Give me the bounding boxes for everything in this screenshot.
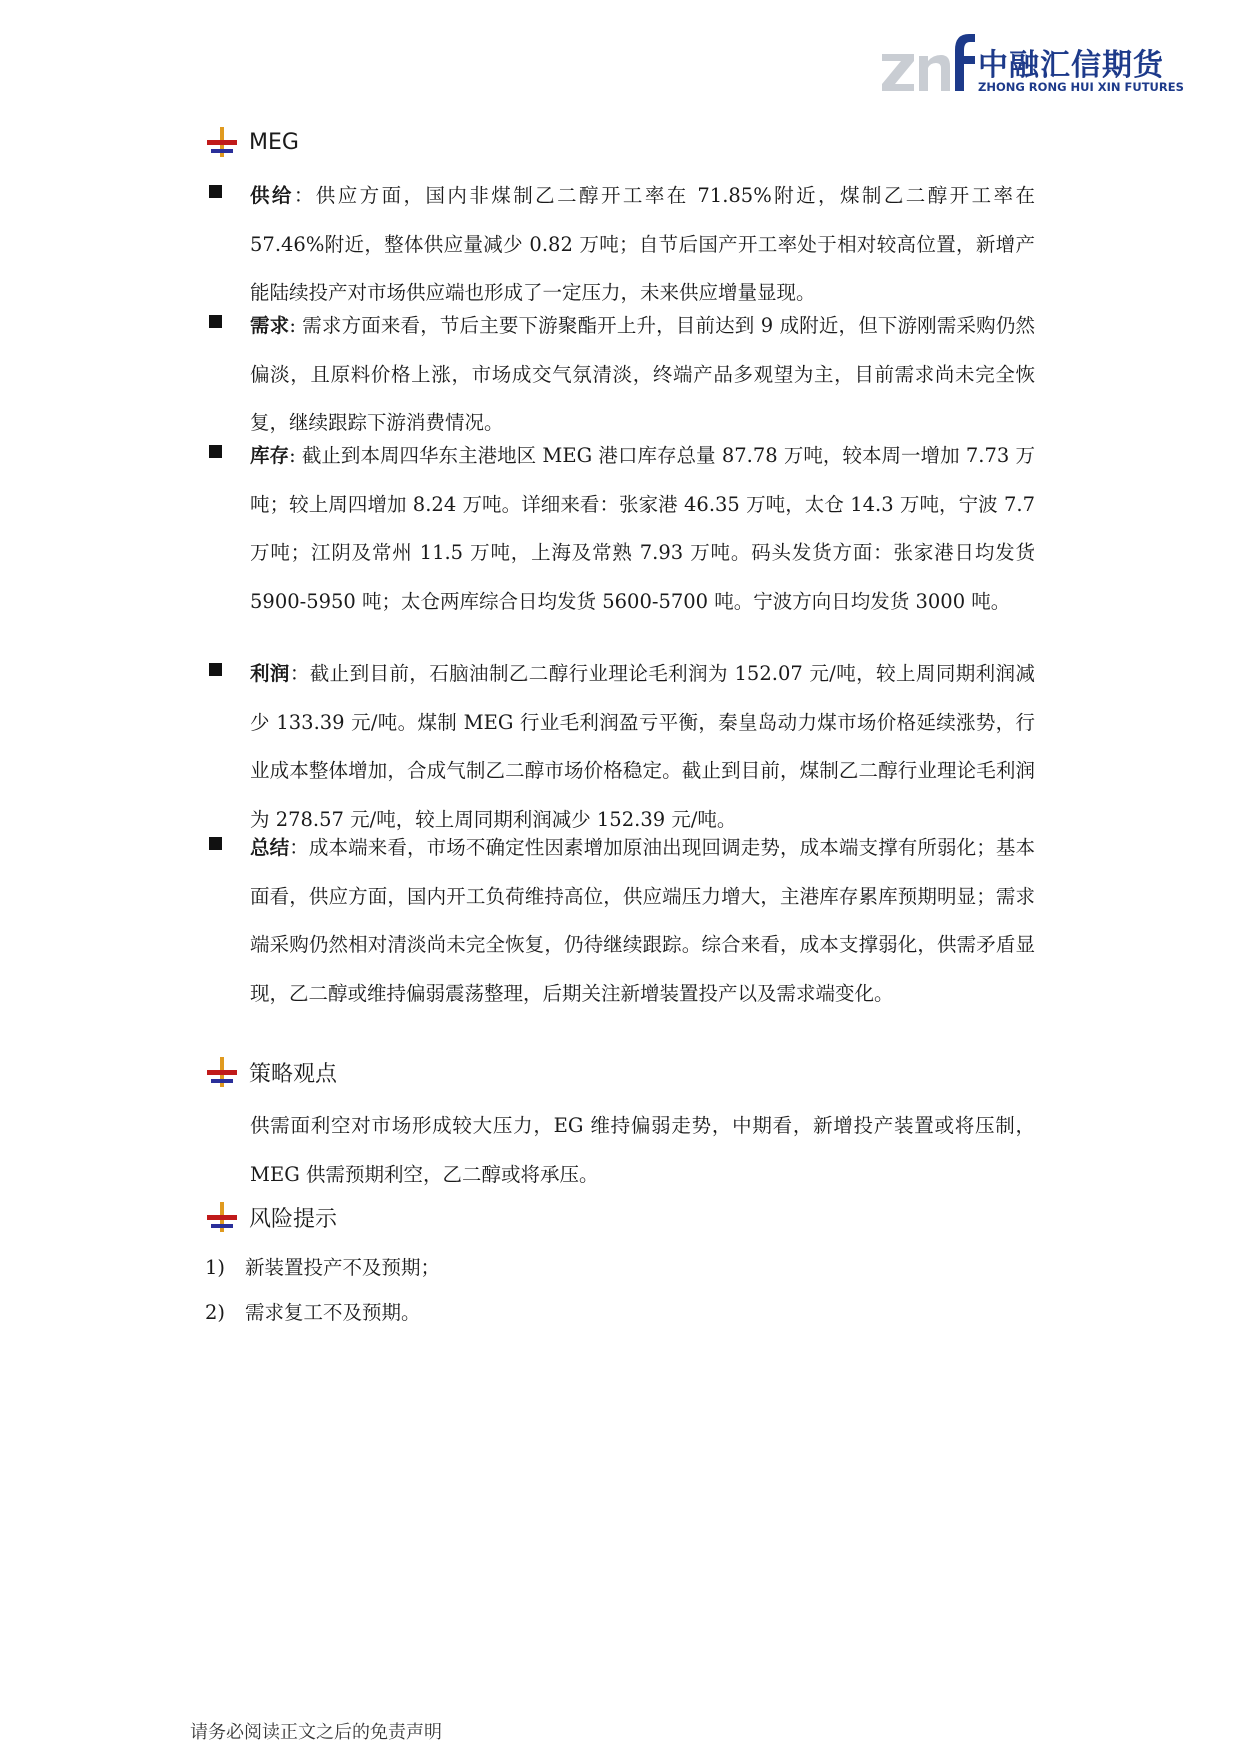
bullet-supply <box>205 172 1035 318</box>
bullet-text: ：截止到目前，石脑油制乙二醇行业理论毛利润为 152.07 元/吨，较上周同期利润减少 133.39 元/吨。煤制 MEG 行业毛利润盈亏平衡，秦皇岛动力煤市场价格延续涨势，行业成本整体增加，合成气制乙二醇市场价格稳定。截止到目前，煤制乙二醇行业理论毛利润为 278.57 元/吨，较上周同期利润减少 152.39 元/吨。 <box>250 662 1035 831</box>
bullet-square-icon <box>209 185 222 198</box>
risk-number: 1) <box>205 1256 226 1279</box>
bullet-paragraph <box>250 432 1035 626</box>
bullet-label: 利润 <box>250 662 290 685</box>
bullet-paragraph <box>250 650 1035 844</box>
disclaimer-footer: 请务必阅读正文之后的免责声明 <box>190 1722 442 1743</box>
risk-item <box>205 1252 440 1280</box>
bullet-inventory <box>205 432 1035 626</box>
section-marker-icon <box>205 125 239 159</box>
bullet-paragraph <box>250 824 1035 1018</box>
bullet-square-icon <box>209 315 222 328</box>
znf-logo-icon <box>880 28 976 96</box>
bullet-paragraph <box>250 172 1035 318</box>
bullet-label: 需求 <box>250 314 290 337</box>
bullet-square-icon <box>209 663 222 676</box>
risk-number: 2) <box>205 1301 226 1324</box>
bullet-text: ：供应方面，国内非煤制乙二醇开工率在 71.85%附近，煤制乙二醇开工率在 57.46%附近，整体供应量减少 0.82 万吨；自节后国产开工率处于相对较高位置，新增产能陆续投产对市场供应端也形成了一定压力，未来供应增量显现。 <box>250 184 1035 304</box>
company-logo <box>880 28 1184 96</box>
section-marker-icon <box>205 1200 239 1234</box>
bullet-text: ：成本端来看，市场不确定性因素增加原油出现回调走势，成本端支撑有所弱化；基本面看，供应方面，国内开工负荷维持高位，供应端压力增大，主港库存累库预期明显；需求端采购仍然相对清淡尚未完全恢复，仍待继续跟踪。综合来看，成本支撑弱化，供需矛盾显现，乙二醇或维持偏弱震荡整理，后期关注新增装置投产以及需求端变化。 <box>250 836 1035 1005</box>
bullet-text: : 截止到本周四华东主港地区 MEG 港口库存总量 87.78 万吨，较本周一增加 7.73 万吨；较上周四增加 8.24 万吨。详细来看：张家港 46.35 万吨，太仓 14.3 万吨，宁波 7.7 万吨；江阴及常州 11.5 万吨，上海及常熟 7.93 万吨。码头发货方面：张家港日均发货 5900-5950 吨；太仓两库综合日均发货 5600-5700 吨。宁波方向日均发货 3000 吨。 <box>250 444 1035 613</box>
section-heading-strategy <box>205 1052 337 1092</box>
logo-chinese-name: 中融汇信期货 <box>978 48 1164 83</box>
bullet-summary <box>205 824 1035 1018</box>
bullet-label: 供给 <box>250 184 294 207</box>
bullet-label: 总结 <box>250 836 290 859</box>
strategy-paragraph: 供需面利空对市场形成较大压力，EG 维持偏弱走势，中期看，新增投产装置或将压制，MEG 供需预期利空，乙二醇或将承压。 <box>250 1114 1035 1186</box>
bullet-profit <box>205 650 1035 844</box>
bullet-square-icon <box>209 837 222 850</box>
section-heading-meg <box>205 122 299 162</box>
section-title: 风险提示 <box>249 1206 338 1232</box>
bullet-paragraph <box>250 302 1035 448</box>
logo-english-name: ZHONG RONG HUI XIN FUTURES <box>978 80 1184 94</box>
risk-text: 需求复工不及预期。 <box>245 1301 421 1324</box>
bullet-label: 库存 <box>250 444 290 467</box>
section-heading-risk <box>205 1197 337 1237</box>
bullet-square-icon <box>209 445 222 458</box>
risk-text: 新装置投产不及预期； <box>245 1256 441 1279</box>
bullet-text: : 需求方面来看，节后主要下游聚酯开上升，目前达到 9 成附近，但下游刚需采购仍然偏淡，且原料价格上涨，市场成交气氛清淡，终端产品多观望为主，目前需求尚未完全恢复，继续跟踪下游消费情况。 <box>250 314 1035 434</box>
section-title: 策略观点 <box>249 1061 338 1087</box>
risk-item <box>205 1297 421 1325</box>
bullet-demand <box>205 302 1035 448</box>
section-title: MEG <box>249 129 299 155</box>
section-marker-icon <box>205 1055 239 1089</box>
